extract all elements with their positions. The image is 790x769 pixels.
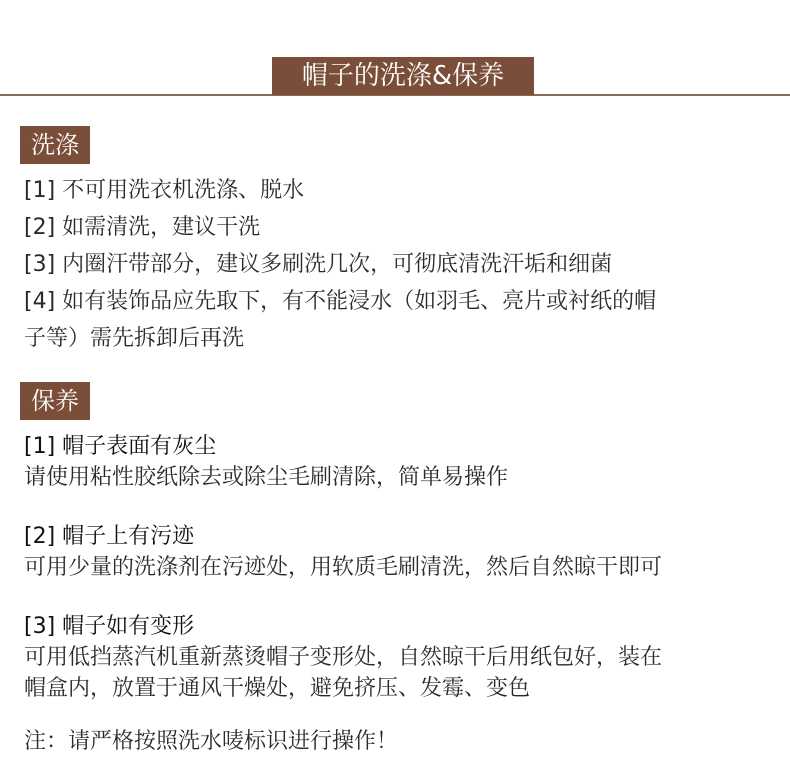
care-item-2-text: 可用少量的洗涤剂在污迹处，用软质毛刷清洗，然后自然晾干即可 [24, 555, 663, 580]
care-item-3-text-1: 可用低挡蒸汽机重新蒸烫帽子变形处，自然晾干后用纸包好，装在 [24, 645, 663, 670]
care-note: 注：请严格按照洗水唛标识进行操作！ [24, 729, 399, 754]
wash-item-4-continued: 子等）需先拆卸后再洗 [24, 326, 245, 351]
wash-item-4: [4] 如有装饰品应先取下，有不能浸水（如羽毛、亮片或衬纸的帽 [24, 289, 657, 314]
care-item-3-title: [3] 帽子如有变形 [24, 614, 195, 639]
care-item-2-title: [2] 帽子上有污迹 [24, 524, 195, 549]
section-tag-wash: 洗涤 [20, 126, 90, 164]
care-item-1-title: [1] 帽子表面有灰尘 [24, 434, 217, 459]
care-item-3-text-2: 帽盒内，放置于通风干燥处，避免挤压、发霉、变色 [24, 676, 531, 701]
section-tag-care: 保养 [20, 382, 90, 420]
wash-item-1: [1] 不可用洗衣机洗涤、脱水 [24, 178, 305, 203]
page-title: 帽子的洗涤&保养 [272, 57, 534, 95]
wash-item-3: [3] 内圈汗带部分，建议多刷洗几次，可彻底清洗汗垢和细菌 [24, 252, 613, 277]
care-item-1-text: 请使用粘性胶纸除去或除尘毛刷清除，简单易操作 [24, 465, 509, 490]
wash-item-2: [2] 如需清洗，建议干洗 [24, 215, 261, 240]
